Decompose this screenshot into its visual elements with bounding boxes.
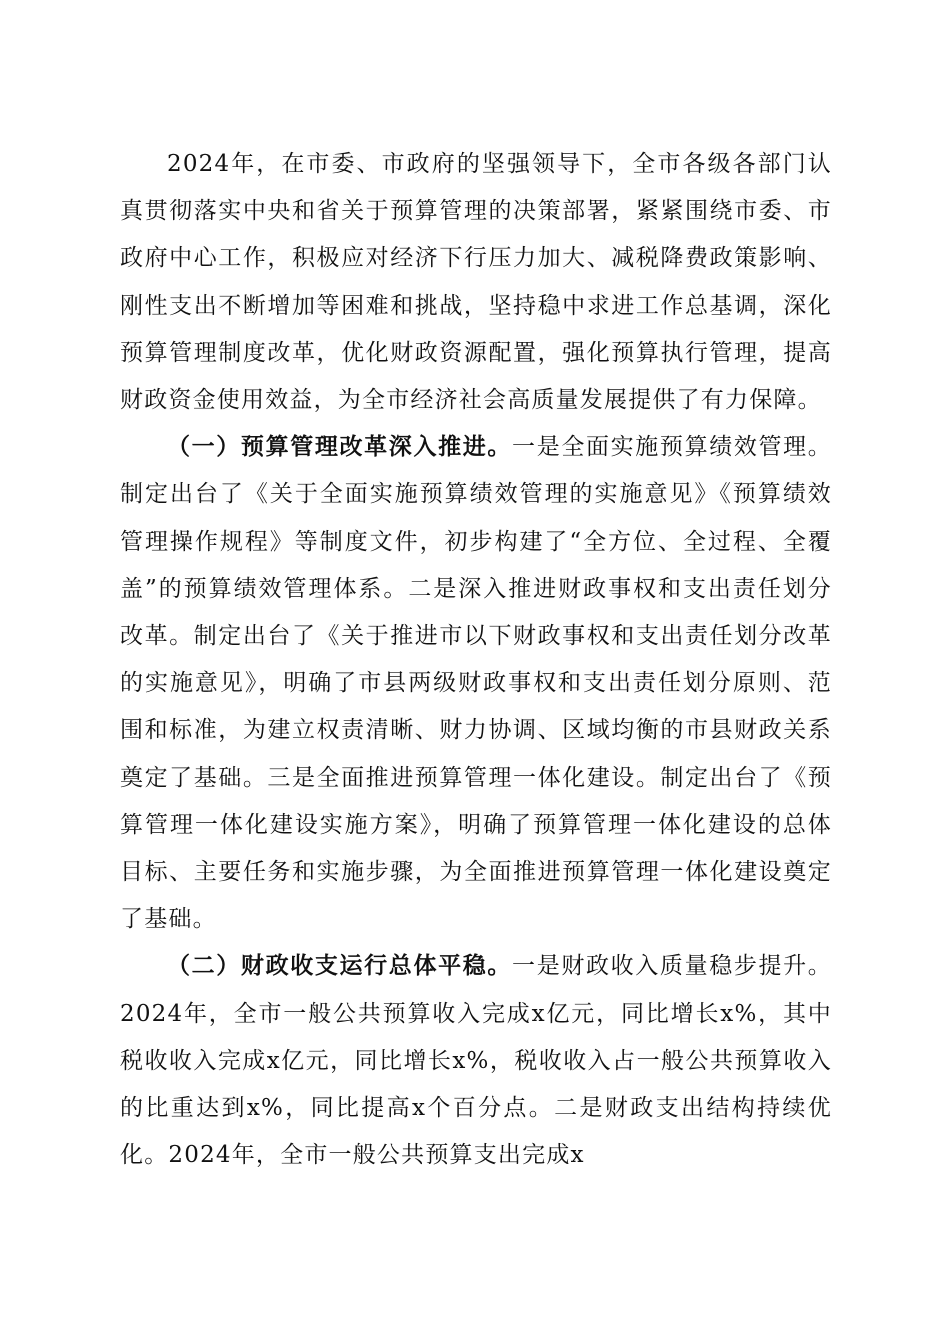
section-2-paragraph [120,943,832,1179]
section-1-paragraph [120,424,832,943]
section-1-body: 一是全面实施预算绩效管理。制定出台了《关于全面实施预算绩效管理的实施意见》《预算绩效管理操作规程》等制度文件，初步构建了“全方位、全过程、全覆盖”的预算绩效管理体系。二是深入推进财政事权和支出责任划分改革。制定出台了《关于推进市以下财政事权和支出责任划分改革的实施意见》，明确了市县两级财政事权和支出责任划分原则、范围和标准，为建立权责清晰、财力协调、区域均衡的市县财政关系奠定了基础。三是全面推进预算管理一体化建设。制定出台了《预算管理一体化建设实施方案》，明确了预算管理一体化建设的总体目标、主要任务和实施步骤，为全面推进预算管理一体化建设奠定了基础。 [120,434,832,933]
section-1-heading: （一）预算管理改革深入推进。 [167,434,513,461]
section-2-body: 一是财政收入质量稳步提升。2024年，全市一般公共预算收入完成x亿元，同比增长x%，其中税收收入完成x亿元，同比增长x%，税收收入占一般公共预算收入的比重达到x%，同比提高x个百分点。二是财政支出结构持续优化。2024年，全市一般公共预算支出完成x [120,953,832,1169]
intro-paragraph: 2024年，在市委、市政府的坚强领导下，全市各级各部门认真贯彻落实中央和省关于预算管理的决策部署，紧紧围绕市委、市政府中心工作，积极应对经济下行压力加大、减税降费政策影响、刚性支出不断增加等困难和挑战，坚持稳中求进工作总基调，深化预算管理制度改革，优化财政资源配置，强化预算执行管理，提高财政资金使用效益，为全市经济社会高质量发展提供了有力保障。 [120,151,832,414]
document-page [120,141,832,1179]
section-2-heading: （二）财政收支运行总体平稳。 [167,953,513,980]
